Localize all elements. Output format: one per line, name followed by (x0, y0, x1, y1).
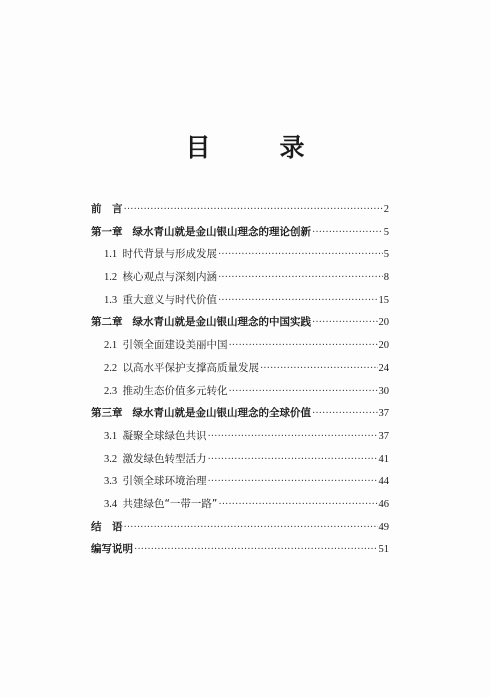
toc-dot-leader (218, 290, 378, 313)
table-of-contents (91, 198, 389, 561)
toc-section-number: 1.3 (104, 294, 118, 306)
toc-entry-label (104, 357, 259, 381)
toc-entry-label (104, 243, 217, 267)
toc-section-title: 共建绿色“一带一路” (122, 497, 218, 510)
toc-entry-label (104, 448, 206, 472)
toc-section-title: 凝聚全球绿色共识 (122, 429, 207, 442)
toc-section-title: 时代背景与形成发展 (122, 248, 217, 261)
toc-page-number: 24 (378, 362, 389, 374)
toc-entry-section-3-4[interactable] (91, 493, 389, 516)
toc-page-number: 20 (378, 340, 389, 352)
toc-page-number: 46 (378, 498, 389, 510)
toc-chapter-title: 绿水青山就是金山银山理念的中国实践 (132, 316, 311, 329)
toc-section-number: 3.3 (104, 476, 118, 488)
toc-entry-label (91, 402, 311, 425)
toc-section-number: 3.4 (104, 498, 118, 510)
toc-dot-leader (124, 199, 383, 222)
toc-entry-label: 编写说明 (91, 543, 133, 556)
toc-dot-leader (124, 517, 378, 540)
toc-entry-section-1-3[interactable] (91, 289, 389, 312)
toc-entry-label (104, 470, 206, 494)
toc-entry-label (104, 289, 217, 313)
toc-entry-preface[interactable] (91, 198, 389, 221)
toc-dot-leader (218, 267, 383, 290)
toc-entry-label (104, 425, 206, 449)
toc-section-title: 以高水平保护支撑高质量发展 (122, 361, 259, 374)
toc-dot-leader (207, 426, 377, 449)
toc-entry-section-1-2[interactable] (91, 266, 389, 289)
toc-chapter-number: 第三章 (91, 407, 123, 420)
toc-page-number: 20 (378, 317, 389, 329)
toc-entry-conclusion[interactable] (91, 516, 389, 539)
toc-section-title: 推动生态价值多元转化 (122, 384, 228, 397)
toc-section-number: 2.3 (104, 385, 118, 397)
toc-section-number: 2.2 (104, 362, 118, 374)
toc-entry-editorial-note[interactable] (91, 538, 389, 561)
toc-entry-section-2-1[interactable] (91, 334, 389, 357)
toc-entry-section-1-1[interactable] (91, 243, 389, 266)
toc-page-number: 30 (378, 385, 389, 397)
toc-section-number: 1.1 (104, 249, 118, 261)
toc-entry-chapter-2[interactable] (91, 311, 389, 334)
toc-dot-leader (134, 539, 378, 562)
toc-page-number: 5 (383, 249, 389, 261)
toc-entry-chapter-3[interactable] (91, 402, 389, 425)
toc-section-number: 3.2 (104, 453, 118, 465)
toc-chapter-title: 绿水青山就是金山银山理念的全球价值 (132, 407, 311, 420)
toc-dot-leader (207, 449, 377, 472)
toc-entry-label (91, 221, 311, 244)
toc-dot-leader (312, 222, 383, 245)
toc-chapter-number: 第一章 (91, 225, 123, 238)
toc-entry-chapter-1[interactable] (91, 221, 389, 244)
toc-dot-leader (312, 312, 378, 335)
toc-section-title: 核心观点与深刻内涵 (122, 271, 217, 284)
toc-section-number: 2.1 (104, 340, 118, 352)
toc-dot-leader (218, 494, 377, 517)
toc-section-title: 重大意义与时代价值 (122, 293, 217, 306)
toc-dot-leader (218, 244, 383, 267)
toc-entry-label (104, 493, 217, 517)
toc-section-title: 激发绿色转型活力 (122, 452, 207, 465)
toc-entry-label (91, 311, 311, 334)
toc-page-number: 8 (383, 272, 389, 284)
toc-dot-leader (228, 335, 377, 358)
toc-section-title: 引领全球环境治理 (122, 475, 207, 488)
toc-entry-section-3-3[interactable] (91, 470, 389, 493)
toc-page-number: 15 (378, 294, 389, 306)
toc-entry-label (104, 266, 217, 290)
toc-entry-section-3-2[interactable] (91, 448, 389, 471)
toc-section-number: 3.1 (104, 430, 118, 442)
page-title: 目 录 (185, 133, 327, 162)
toc-page-number: 41 (378, 453, 389, 465)
toc-dot-leader (228, 381, 377, 404)
toc-entry-label (104, 380, 227, 404)
toc-dot-leader (207, 471, 377, 494)
toc-chapter-number: 第二章 (91, 316, 123, 329)
toc-page-number: 44 (378, 476, 389, 488)
toc-entry-section-3-1[interactable] (91, 425, 389, 448)
toc-chapter-title: 绿水青山就是金山银山理念的理论创新 (132, 225, 311, 238)
toc-entry-label: 前 言 (91, 203, 123, 215)
toc-page-number: 37 (378, 430, 389, 442)
toc-page-number: 49 (378, 521, 389, 533)
toc-dot-leader (312, 403, 378, 426)
toc-page-number: 37 (378, 408, 389, 420)
toc-page-number: 51 (378, 544, 389, 556)
toc-page-number: 5 (383, 226, 389, 238)
toc-dot-leader (260, 358, 378, 381)
toc-entry-section-2-2[interactable] (91, 357, 389, 380)
toc-section-number: 1.2 (104, 272, 118, 284)
toc-entry-label: 结 语 (91, 520, 123, 533)
toc-section-title: 引领全面建设美丽中国 (122, 339, 228, 352)
toc-entry-label (104, 334, 227, 358)
toc-page-number: 2 (383, 204, 389, 215)
toc-entry-section-2-3[interactable] (91, 380, 389, 403)
